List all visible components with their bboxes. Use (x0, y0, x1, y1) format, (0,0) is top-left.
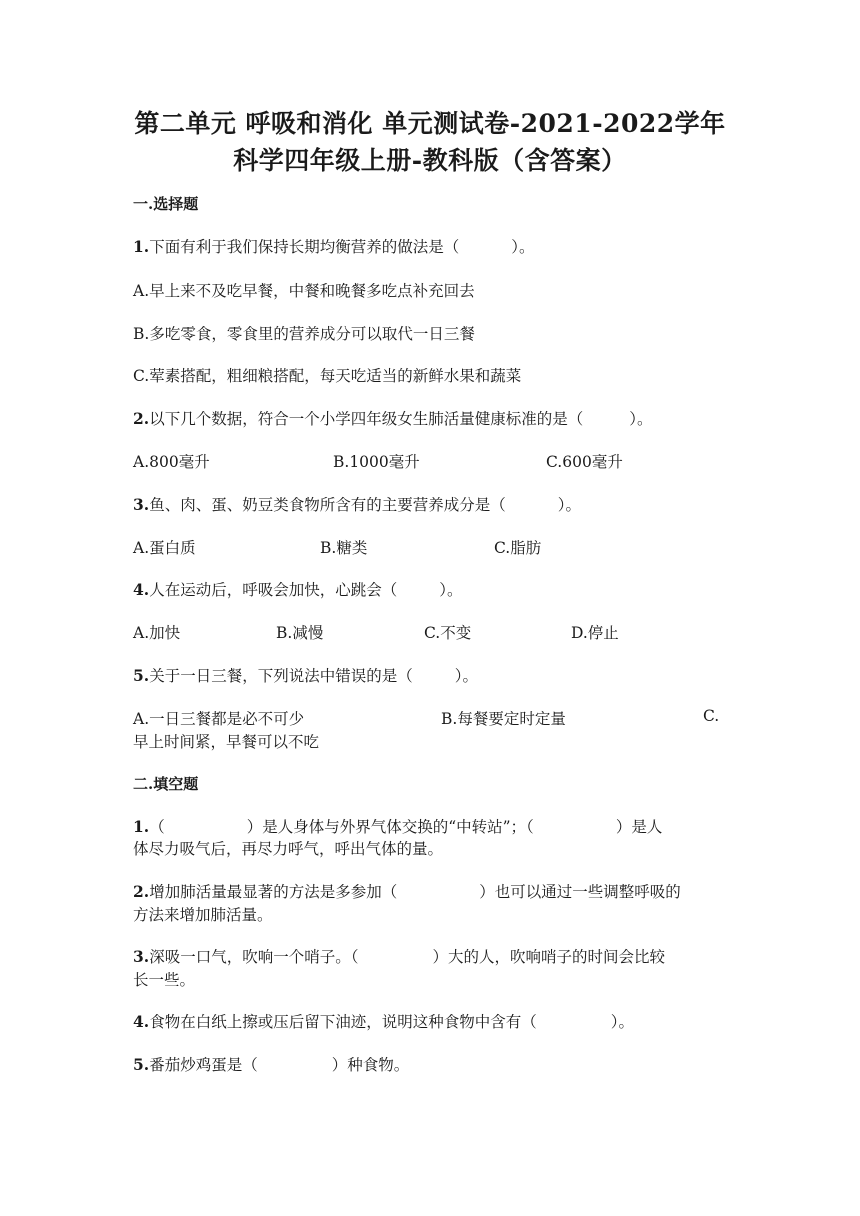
question-number: 4. (133, 1012, 150, 1031)
option-a: A.加快 (133, 624, 181, 642)
option-a: A.一日三餐都是必不可少 (133, 710, 305, 728)
question-text: ）是人 (615, 818, 663, 836)
question-stem-end: ）。 (511, 238, 535, 256)
question-number: 4. (133, 580, 150, 599)
question-stem-end: ）。 (454, 667, 478, 685)
question-stem: 关于一日三餐，下列说法中错误的是（ (149, 667, 413, 685)
question-1 (133, 235, 534, 257)
question-text: ）大的人，吹响哨子的时间会比较 (432, 948, 665, 966)
question-number: 5. (133, 666, 150, 685)
option-c: C.600毫升 (546, 453, 623, 471)
question-number: 3. (133, 947, 150, 966)
option-c-text: 早上时间紧，早餐可以不吃 (133, 733, 320, 751)
question-number: 2. (133, 882, 150, 901)
question-text: 增加肺活量最显著的方法是多参加（ (149, 883, 398, 901)
fill-question-3 (133, 945, 665, 967)
fill-question-5 (133, 1053, 409, 1075)
question-text: ）。 (610, 1013, 634, 1031)
question-number: 1. (133, 237, 150, 256)
question-stem: 以下几个数据，符合一个小学四年级女生肺活量健康标准的是（ (149, 410, 584, 428)
question-stem-end: ）。 (439, 581, 463, 599)
question-2 (133, 407, 652, 429)
question-number: 3. (133, 495, 150, 514)
document-title-line1: 第二单元 呼吸和消化 单元测试卷-2021-2022学年 (134, 109, 726, 138)
question-text: ）也可以通过一些调整呼吸的 (479, 883, 681, 901)
question-stem: 人在运动后，呼吸会加快，心跳会（ (149, 581, 398, 599)
option-b: B.多吃零食，零食里的营养成分可以取代一日三餐 (133, 325, 475, 343)
question-text: （ (149, 818, 165, 836)
question-text: 深吸一口气，吹响一个哨子。（ (149, 948, 359, 966)
option-a: A.早上来不及吃早餐，中餐和晚餐多吃点补充回去 (133, 282, 475, 300)
fill-question-2 (133, 880, 681, 902)
option-a: A.蛋白质 (133, 539, 196, 557)
question-text: 食物在白纸上擦或压后留下油迹，说明这种食物中含有（ (149, 1013, 537, 1031)
question-number: 5. (133, 1055, 150, 1074)
option-a: A.800毫升 (133, 453, 210, 471)
option-c: C.脂肪 (494, 539, 542, 557)
option-b: B.1000毫升 (333, 453, 420, 471)
question-text: ）是人身体与外界气体交换的“中转站”；（ (246, 818, 534, 836)
fill-question-4 (133, 1010, 634, 1032)
fill-question-1 (133, 815, 662, 837)
question-stem-end: ）。 (557, 496, 581, 514)
question-number: 1. (133, 817, 150, 836)
fill-question-1-line2: 体尽力吸气后，再尽力呼气，呼出气体的量。 (133, 840, 444, 858)
document-title-line2: 科学四年级上册-教科版（含答案） (233, 146, 627, 175)
option-b: B.糖类 (320, 539, 368, 557)
question-number: 2. (133, 409, 150, 428)
question-3 (133, 493, 581, 515)
question-4 (133, 578, 462, 600)
option-c: C.不变 (424, 624, 472, 642)
option-b: B.减慢 (276, 624, 324, 642)
section-heading-fill: 二.填空题 (133, 775, 199, 793)
question-stem-end: ）。 (629, 410, 653, 428)
option-b: B.每餐要定时定量 (441, 710, 566, 728)
question-5 (133, 664, 478, 686)
question-stem: 鱼、肉、蛋、奶豆类食物所含有的主要营养成分是（ (149, 496, 506, 514)
fill-question-2-line2: 方法来增加肺活量。 (133, 906, 273, 924)
section-heading-choice: 一.选择题 (133, 195, 199, 213)
option-c: C. (703, 707, 720, 725)
question-text: 番茄炒鸡蛋是（ (149, 1056, 258, 1074)
question-text: ）种食物。 (331, 1056, 410, 1074)
option-d: D.停止 (571, 624, 619, 642)
option-c: C.荤素搭配，粗细粮搭配，每天吃适当的新鲜水果和蔬菜 (133, 367, 522, 385)
question-stem: 下面有利于我们保持长期均衡营养的做法是（ (149, 238, 460, 256)
fill-question-3-line2: 长一些。 (133, 971, 196, 989)
